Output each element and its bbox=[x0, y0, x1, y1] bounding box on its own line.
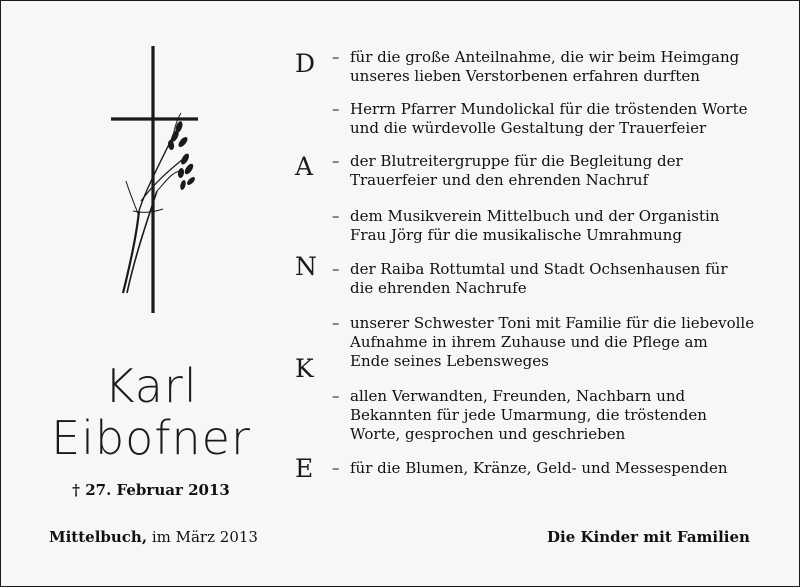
danke-letter: D bbox=[295, 49, 316, 78]
deceased-first-name: Karl bbox=[104, 359, 198, 413]
thanks-line: allen Verwandten, Freunden, Nachbarn und bbox=[350, 387, 686, 405]
danke-letter: A bbox=[295, 152, 314, 181]
dash: – bbox=[332, 260, 340, 278]
danke-letter: E bbox=[295, 454, 314, 483]
thanks-item bbox=[332, 207, 792, 245]
thanks-line: Ende seines Lebensweges bbox=[350, 352, 549, 370]
thanks-item bbox=[332, 314, 792, 371]
dash: – bbox=[332, 152, 340, 170]
thanks-line: dem Musikverein Mittelbuch und der Organistin bbox=[350, 207, 720, 225]
signature: Die Kinder mit Familien bbox=[547, 528, 750, 546]
thanks-line: Bekannten für jede Umarmung, die tröstenden bbox=[350, 406, 707, 424]
dash: – bbox=[332, 459, 340, 477]
thanks-line: Trauerfeier und den ehrenden Nachruf bbox=[350, 171, 649, 189]
thanks-line: die ehrenden Nachrufe bbox=[350, 279, 527, 297]
dash: – bbox=[332, 48, 340, 66]
thanks-item bbox=[332, 260, 792, 298]
thanks-line: Frau Jörg für die musikalische Umrahmung bbox=[350, 226, 682, 244]
deceased-last-name: Eibofner bbox=[51, 411, 251, 465]
danke-letter: K bbox=[295, 354, 314, 383]
thanks-line: Herrn Pfarrer Mundolickal für die tröstenden Worte bbox=[350, 100, 748, 118]
dash: – bbox=[332, 100, 340, 118]
thanks-item bbox=[332, 459, 792, 478]
dash: – bbox=[332, 314, 340, 332]
thanks-item bbox=[332, 387, 792, 444]
danke-letter: N bbox=[295, 252, 317, 281]
thanks-line: für die große Anteilnahme, die wir beim Heimgang bbox=[350, 48, 740, 66]
thanks-line: und die würdevolle Gestaltung der Trauerfeier bbox=[350, 119, 707, 137]
thanks-item bbox=[332, 48, 792, 86]
thanks-item bbox=[332, 100, 792, 138]
cross-with-wheat-icon bbox=[111, 41, 211, 326]
thanks-line: unserer Schwester Toni mit Familie für die liebevolle bbox=[350, 314, 755, 332]
thanks-line: Worte, gesprochen und geschrieben bbox=[350, 425, 626, 443]
thanks-item bbox=[332, 152, 792, 190]
date-line: im März 2013 bbox=[151, 528, 258, 546]
thanks-line: der Raiba Rottumtal und Stadt Ochsenhausen für bbox=[350, 260, 728, 278]
thanks-line: Aufnahme in ihrem Zuhause und die Pflege am bbox=[350, 333, 708, 351]
place: Mittelbuch, bbox=[49, 528, 148, 546]
death-date: † 27. Februar 2013 bbox=[72, 481, 230, 499]
place-and-date bbox=[49, 528, 258, 546]
dash: – bbox=[332, 207, 340, 225]
dash: – bbox=[332, 387, 340, 405]
thanks-line: unseres lieben Verstorbenen erfahren durften bbox=[350, 67, 700, 85]
thanks-line: der Blutreitergruppe für die Begleitung der bbox=[350, 152, 683, 170]
thanks-line: für die Blumen, Kränze, Geld- und Messespenden bbox=[350, 459, 728, 477]
